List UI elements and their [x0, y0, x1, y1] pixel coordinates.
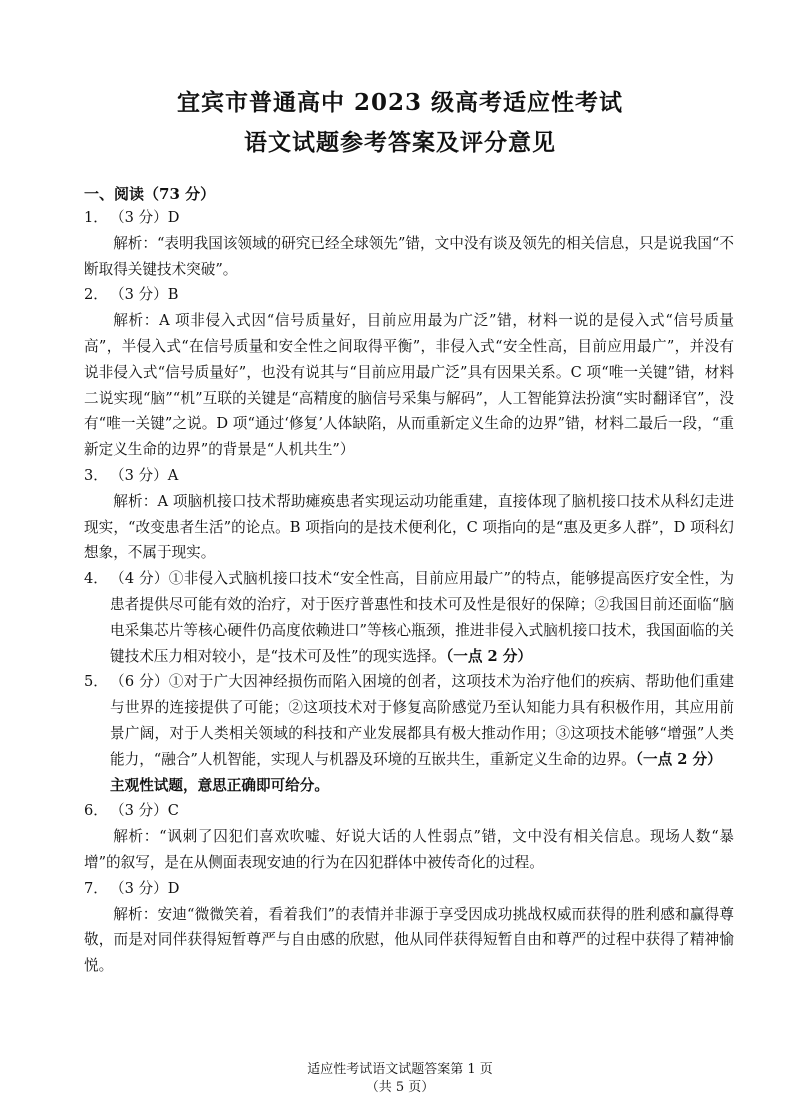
- answer-body: （6 分）①对于广大因神经损伤而陷入困境的创者，这项技术为治疗他们的疾病、帮助他们重建与世界的连接提供了可能；②这项技术对于修复高阶感觉乃至认知能力具有积极作用，其应用前景广阔，对于人类相关领域的科技和产业发展都具有极大推动作用；③这项技术能够“增强”人类能力，“融合”人机智能，实现人与机器及环境的互嵌共生，重新定义生命的边界。: [110, 673, 734, 768]
- question-answer-text: [110, 566, 734, 669]
- question-explanation: 解析：“表明我国该领域的研究已经全球领先”错，文中没有谈及领先的相关信息，只是说我国“不断取得关键技术突破”。: [84, 234, 734, 278]
- answer-list: [84, 205, 734, 979]
- document-title: 宜宾市普通高中 2023 级高考适应性考试: [176, 89, 624, 116]
- question-2: [84, 282, 734, 308]
- question-number: 3．: [84, 466, 108, 484]
- question-6: [84, 798, 734, 824]
- question-answer-text: [110, 669, 734, 772]
- question-number: 1．: [84, 209, 108, 226]
- question-explanation: 解析：“讽刺了囚犯们喜欢吹嘘、好说大话的人性弱点”错，文中没有相关信息。现场人数“暴增”的叙写，是在从侧面表现安迪的行为在囚犯群体中被传奇化的过程。: [84, 828, 734, 871]
- question-answer: （3 分）B: [110, 286, 179, 304]
- grading-note: 主观性试题，意思正确即可给分。: [110, 776, 329, 794]
- question-4: [84, 566, 734, 669]
- question-number: 6．: [84, 802, 108, 820]
- question-3: [84, 463, 734, 489]
- question-number: 5．: [84, 673, 108, 691]
- question-7: [84, 876, 734, 902]
- question-number: 4．: [84, 570, 108, 588]
- question-5: [84, 669, 734, 772]
- section-heading: 一、阅读（73 分）: [84, 185, 216, 203]
- answer-body: （4 分）①非侵入式脑机接口技术“安全性高，目前应用最广”的特点，能够提高医疗安全性，为患者提供尽可能有效的治疗，对于医疗普惠性和技术可及性是很好的保障；②我国目前还面临“脑电采集芯片等核心硬件仍高度依赖进口”等核心瓶颈，推进非侵入式脑机接口技术，我国面临的关键技术压力相对较小，是“技术可及性”的现实选择。: [110, 570, 734, 665]
- score-note: （一点 2 分）: [635, 750, 722, 768]
- question-answer: （3 分）D: [110, 209, 180, 226]
- page-count: （共 5 页）: [365, 1080, 435, 1095]
- question-number: 7．: [84, 879, 108, 897]
- question-number: 2．: [84, 286, 108, 304]
- question-answer: （3 分）C: [110, 802, 179, 820]
- question-1: [84, 205, 734, 231]
- document-subtitle: 语文试题参考答案及评分意见: [244, 129, 556, 156]
- page-footer: 适应性考试语文试题答案第 1 页: [307, 1062, 493, 1077]
- question-answer: （3 分）D: [110, 879, 180, 897]
- question-explanation: 解析：A 项非侵入式因“信号质量好，目前应用最为广泛”错，材料一说的是侵入式“信号质量高”，半侵入式“在信号质量和安全性之间取得平衡”，非侵入式“安全性高，目前应用最广”，并没有说非侵入式“信号质量好”，也没有说其与“目前应用最广泛”具有因果关系。C 项“唯一关键”错，材料二说实现“脑”“机”互联的关键是“高精度的脑信号采集与解码”，人工智能算法扮演“实时翻译官”，没有“唯一关键”之说。D 项“通过‘修复’人体缺陷，从而重新定义生命的边界”错，材料二最后一段，“重新定义生命的边界”的背景是“人机共生”）: [84, 312, 734, 459]
- question-answer: （3 分）A: [110, 466, 179, 484]
- score-note: （一点 2 分）: [446, 647, 532, 665]
- question-explanation: 解析：安迪“微微笑着，看着我们”的表情并非源于享受因成功挑战权威而获得的胜利感和赢得尊敬，而是对同伴获得短暂尊严与自由感的欣慰，他从同伴获得短暂自由和尊严的过程中获得了精神愉悦。: [84, 905, 734, 975]
- question-explanation: 解析：A 项脑机接口技术帮助瘫痪患者实现运动功能重建，直接体现了脑机接口技术从科幻走进现实，“改变患者生活”的论点。B 项指向的是技术便利化，C 项指向的是“惠及更多人群”，D 项科幻想象，不属于现实。: [84, 492, 734, 562]
